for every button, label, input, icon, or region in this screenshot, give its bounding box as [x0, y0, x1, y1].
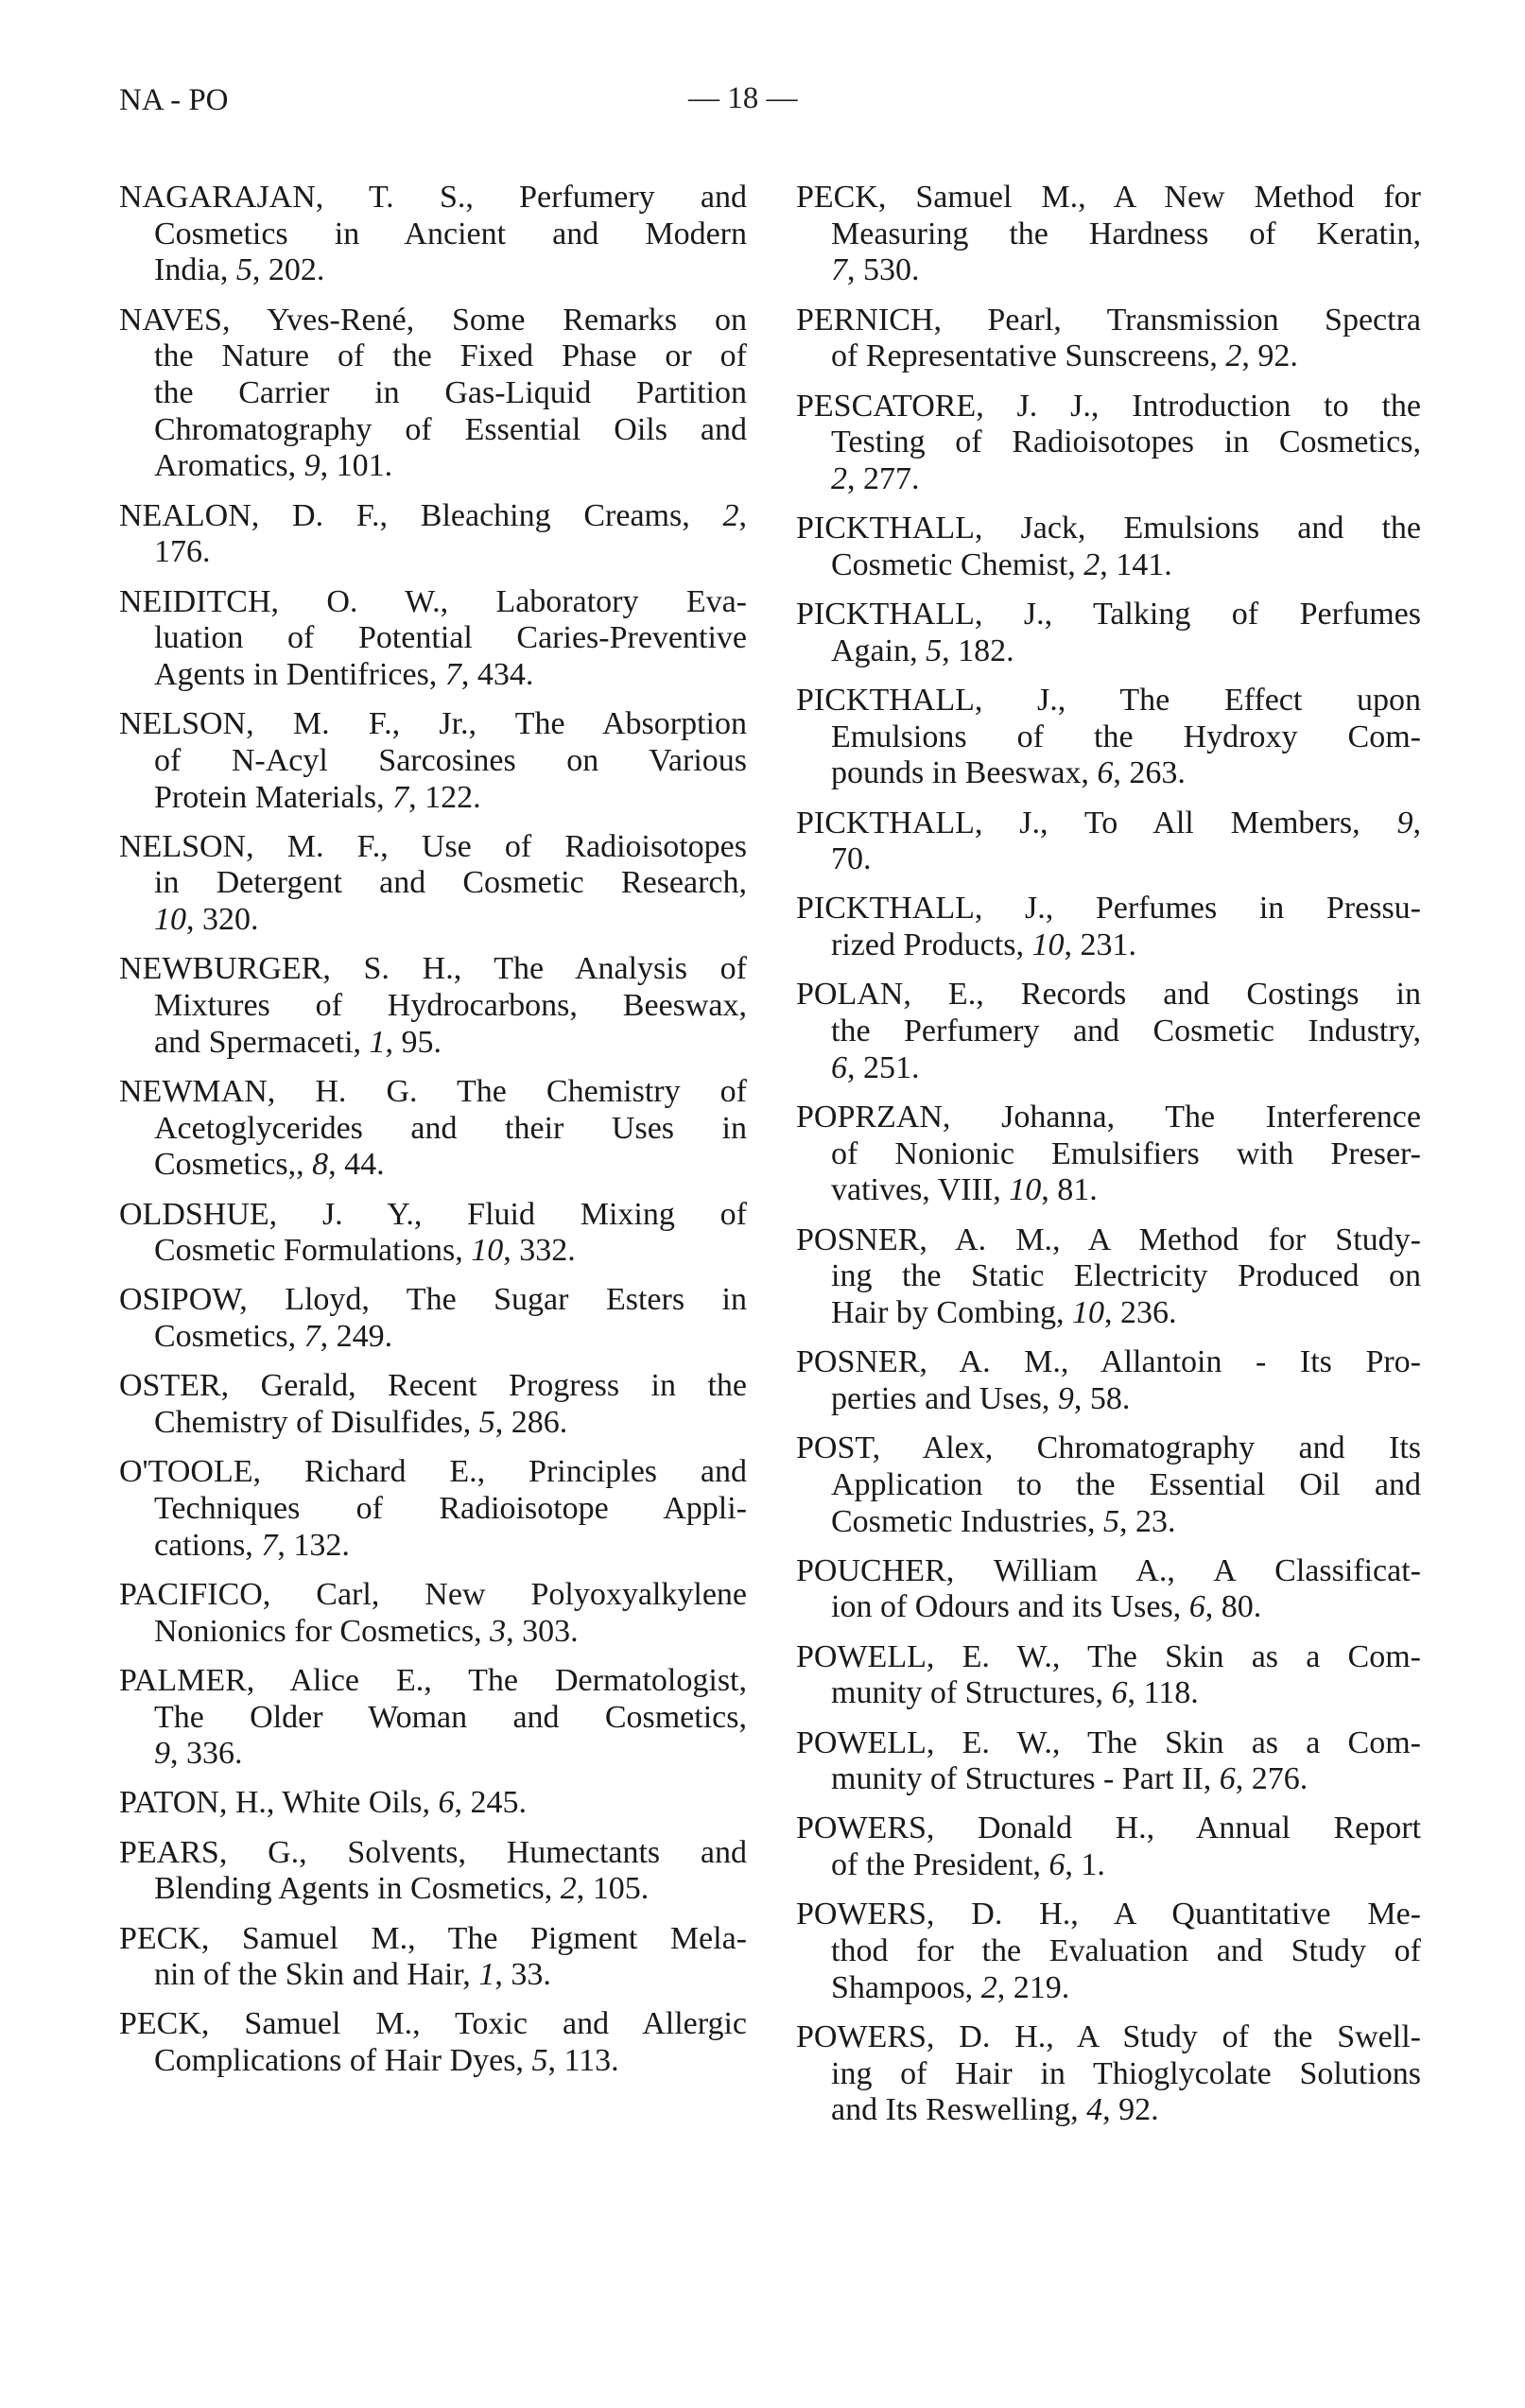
index-entry [796, 1344, 1421, 1417]
entry-line: POWELL, E. W., The Skin as a Com- [796, 1724, 1421, 1760]
index-entry [119, 584, 747, 694]
index-entry [119, 1835, 747, 1908]
page-reference: , 286. [494, 1405, 568, 1441]
entry-line: PICKTHALL, J., Perfumes in Pressu- [796, 891, 1421, 927]
entry-line: PICKTHALL, Jack, Emulsions and the [796, 511, 1421, 546]
entry-text: of Representative Sunscreens, [831, 338, 1226, 374]
entry-line: POWERS, D. H., A Quantitative Me- [796, 1897, 1421, 1932]
entry-line [119, 1528, 747, 1565]
entry-line [119, 2043, 747, 2080]
volume-number: 5 [478, 1405, 495, 1441]
entry-line: of N-Acyl Sarcosines on Various [154, 742, 747, 778]
entry-line [796, 1504, 1421, 1541]
volume-number: 7 [261, 1527, 278, 1563]
volume-number: 7 [303, 1319, 321, 1355]
entry-line: 176. [154, 534, 211, 570]
entry-line: luation of Potential Caries-Preventive [154, 620, 747, 656]
entry-line: Chromatography of Essential Oils and [154, 411, 747, 447]
entry-line: POPRZAN, Johanna, The Interference [796, 1099, 1421, 1135]
volume-number: 1 [478, 1957, 495, 1993]
entry-line: PECK, Samuel M., A New Method for [796, 180, 1421, 215]
entry-line: POSNER, A. M., Allantoin - Its Pro- [796, 1344, 1421, 1380]
entry-line: NEWBURGER, S. H., The Analysis of [119, 951, 747, 987]
entry-text: Again, [831, 632, 927, 668]
entry-line: Cosmetics in Ancient and Modern [154, 216, 747, 251]
page-reference: , 101. [320, 448, 393, 484]
page-reference: , 113. [547, 2043, 619, 2079]
page-reference: , 251. [847, 1049, 920, 1085]
entry-line [796, 1970, 1421, 2007]
page-reference: , 434. [460, 656, 534, 692]
entry-line [119, 1405, 747, 1442]
page-reference: , 263. [1113, 755, 1186, 791]
entry-line [119, 252, 747, 289]
entry-text: munity of Structures - Part II, [831, 1761, 1220, 1797]
volume-number: 9 [1057, 1380, 1074, 1416]
entry-line: PICKTHALL, J., The Effect upon [796, 682, 1421, 718]
entry-line: Testing of Radioisotopes in Cosmetics, [831, 424, 1421, 460]
entry-text: Nonionics for Cosmetics, [154, 1613, 491, 1649]
entry-text: Cosmetic Industries, [831, 1503, 1104, 1539]
entry-text: Shampoos, [831, 1969, 981, 2005]
entry-line: OSIPOW, Lloyd, The Sugar Esters in [119, 1282, 747, 1318]
page-reference: , 44. [328, 1147, 385, 1183]
entry-text: rized Products, [831, 927, 1032, 963]
entry-line: PEARS, G., Solvents, Humectants and [119, 1834, 747, 1870]
entry-text: Cosmetic Chemist, [831, 546, 1084, 582]
entry-line [796, 338, 1421, 375]
entry-line [796, 1295, 1421, 1332]
entry-line: NAVES, Yves-René, Some Remarks on [119, 302, 747, 338]
entry-line [796, 927, 1421, 964]
entry-line: NEWMAN, H. G. The Chemistry of [119, 1073, 747, 1109]
index-entry [119, 1282, 747, 1355]
entry-text: Cosmetics, [154, 1319, 304, 1355]
entry-line: PACIFICO, Carl, New Polyoxyalkylene [119, 1576, 747, 1612]
entry-line [119, 1957, 747, 1994]
page-reference: , 332. [503, 1233, 576, 1269]
index-entry [119, 1368, 747, 1441]
index-entry [119, 1921, 747, 1994]
page-reference: , 80. [1204, 1589, 1262, 1625]
index-entry [796, 1897, 1421, 2006]
entry-line: the Perfumery and Cosmetic Industry, [831, 1013, 1421, 1049]
index-entry [119, 1663, 747, 1773]
page-number: — 18 — [688, 81, 798, 115]
index-entry [796, 511, 1421, 583]
volume-number: 8 [312, 1147, 329, 1183]
entry-line: PICKTHALL, J., Talking of Perfumes [796, 597, 1421, 632]
volume-number: 9 [303, 448, 321, 484]
page-reference: , 105. [576, 1871, 650, 1907]
entry-line [796, 1381, 1421, 1418]
entry-line: POWELL, E. W., The Skin as a Com- [796, 1638, 1421, 1674]
entry-line [119, 498, 747, 535]
page-reference: , 118. [1127, 1675, 1199, 1711]
index-entry [796, 1222, 1421, 1332]
entry-text: Hair by Combing, [831, 1294, 1072, 1330]
entry-text: Agents in Dentifrices, [154, 656, 445, 692]
entry-line [119, 1871, 747, 1908]
page-reference: , 95. [385, 1024, 442, 1060]
page-reference: , 58. [1073, 1380, 1131, 1416]
entry-line: O'TOOLE, Richard E., Principles and [119, 1454, 747, 1490]
entry-line: ing the Static Electricity Produced on [831, 1258, 1421, 1294]
entry-line: the Carrier in Gas-Liquid Partition [154, 375, 747, 411]
entry-line [796, 1847, 1421, 1884]
entry-text: Cosmetic Formulations, [154, 1233, 472, 1269]
entry-line: PESCATORE, J. J., Introduction to the [796, 388, 1421, 424]
volume-number: 6 [1048, 1847, 1066, 1883]
index-entry [119, 829, 747, 939]
volume-number: 10 [1031, 927, 1065, 963]
entry-text: Cosmetics,, [154, 1147, 313, 1183]
volume-number: 3 [490, 1613, 507, 1649]
entry-text: Blending Agents in Cosmetics, [154, 1871, 561, 1907]
index-entry [119, 1785, 747, 1822]
entry-line: 70. [831, 841, 872, 877]
index-entry [796, 1100, 1421, 1209]
entry-text: cations, [154, 1527, 262, 1563]
entry-line: POWERS, Donald H., Annual Report [796, 1810, 1421, 1846]
index-entry [119, 1074, 747, 1184]
entry-line: thod for the Evaluation and Study of [831, 1933, 1421, 1969]
page-reference: , 141. [1100, 546, 1172, 582]
volume-number: 2 [831, 460, 847, 496]
volume-number: 1 [369, 1024, 386, 1060]
entry-line: NAGARAJAN, T. S., Perfumery and [119, 180, 747, 215]
entry-line [796, 461, 1421, 498]
entry-line: NELSON, M. F., Jr., The Absorption [119, 706, 747, 742]
entry-line [796, 547, 1421, 584]
index-entry [796, 597, 1421, 669]
page-reference: , 336. [170, 1736, 243, 1772]
volume-number: 5 [235, 252, 252, 288]
entry-line [119, 1785, 747, 1822]
volume-number: 2 [722, 497, 739, 533]
entry-line: The Older Woman and Cosmetics, [154, 1699, 747, 1735]
volume-number: 10 [471, 1233, 504, 1269]
volume-number: 6 [1097, 755, 1114, 791]
entry-line [119, 1025, 747, 1062]
entry-line: PECK, Samuel M., The Pigment Mela- [119, 1920, 747, 1956]
volume-number: 2 [560, 1871, 577, 1907]
entry-text: Chemistry of Disulfides, [154, 1405, 479, 1441]
entry-line [119, 1736, 747, 1773]
page-reference: , 33. [494, 1957, 551, 1993]
volume-number: 10 [154, 902, 186, 938]
index-entry [796, 303, 1421, 375]
entry-line: Measuring the Hardness of Keratin, [831, 216, 1421, 251]
entry-line: OLDSHUE, J. Y., Fluid Mixing of [119, 1196, 747, 1232]
index-entry [119, 2006, 747, 2079]
page-reference: , 202. [251, 252, 325, 288]
entry-line [796, 1172, 1421, 1209]
entry-text: Complications of Hair Dyes, [154, 2043, 532, 2079]
volume-number: 7 [392, 779, 409, 815]
index-entry [796, 1430, 1421, 1540]
page-reference: , 231. [1064, 927, 1136, 963]
entry-text: NEALON, D. F., Bleaching Creams, [119, 497, 723, 533]
entry-text: munity of Structures, [831, 1675, 1112, 1711]
entry-line [119, 448, 747, 485]
page-reference: , 132. [277, 1527, 350, 1563]
entry-line [796, 755, 1421, 792]
volume-number: 5 [926, 632, 943, 668]
index-entry [119, 1197, 747, 1270]
volume-number: 10 [1009, 1172, 1042, 1208]
section-range-header: NA - PO [119, 83, 229, 117]
entry-text: nin of the Skin and Hair, [154, 1957, 479, 1993]
entry-line [796, 1589, 1421, 1626]
volume-number: 2 [1083, 546, 1100, 582]
entry-text: and Spermaceti, [154, 1024, 370, 1060]
entry-text: of the President, [831, 1847, 1049, 1883]
index-entry [796, 683, 1421, 792]
volume-number: 4 [1086, 2092, 1103, 2128]
entry-line: Mixtures of Hydrocarbons, Beeswax, [154, 988, 747, 1024]
index-entry [796, 1810, 1421, 1883]
page-reference: , 276. [1235, 1761, 1308, 1797]
page-reference: , 236. [1103, 1294, 1177, 1330]
volume-number: 6 [438, 1785, 455, 1821]
entry-line [796, 1675, 1421, 1712]
entry-line [119, 1233, 747, 1270]
entry-text: perties and Uses, [831, 1380, 1058, 1416]
entry-line [796, 806, 1421, 842]
entry-line: POWERS, D. H., A Study of the Swell- [796, 2018, 1421, 2054]
page-reference: , 1. [1065, 1847, 1105, 1883]
page-reference: , 219. [996, 1969, 1070, 2005]
page-reference: , [738, 497, 747, 533]
volume-number: 2 [980, 1969, 997, 2005]
volume-number: 5 [1103, 1503, 1120, 1539]
entry-line: in Detergent and Cosmetic Research, [154, 865, 747, 901]
entry-line: Application to the Essential Oil and [831, 1466, 1421, 1502]
page-reference: , 81. [1041, 1172, 1098, 1208]
volume-number: 9 [1396, 805, 1413, 840]
page-reference: , 182. [942, 632, 1014, 668]
entry-text: Aromatics, [154, 448, 304, 484]
page-reference: , 249. [320, 1319, 393, 1355]
page-reference: , 245. [454, 1785, 528, 1821]
volume-number: 9 [154, 1736, 170, 1772]
entry-line [119, 1614, 747, 1651]
entry-line: Techniques of Radioisotope Appli- [154, 1491, 747, 1526]
volume-number: 5 [531, 2043, 548, 2079]
index-entry [119, 1577, 747, 1650]
entry-line: OSTER, Gerald, Recent Progress in the [119, 1368, 747, 1404]
entry-text: India, [154, 252, 236, 288]
entry-line: Emulsions of the Hydroxy Com- [831, 719, 1421, 754]
page-reference: , 320. [186, 902, 259, 938]
entry-line: POLAN, E., Records and Costings in [796, 977, 1421, 1013]
entry-line [796, 2092, 1421, 2129]
entry-text: and Its Reswelling, [831, 2092, 1087, 2128]
entry-line: NELSON, M. F., Use of Radioisotopes [119, 828, 747, 864]
entry-text: PATON, H., White Oils, [119, 1785, 439, 1821]
entry-line: Acetoglycerides and their Uses in [154, 1110, 747, 1146]
entry-line [796, 633, 1421, 670]
entry-line: of Nonionic Emulsifiers with Preser- [831, 1135, 1421, 1171]
index-entry [796, 1553, 1421, 1626]
entry-line [119, 902, 747, 939]
entry-line: POSNER, A. M., A Method for Study- [796, 1221, 1421, 1257]
index-entry [119, 706, 747, 816]
page-reference: , 122. [408, 779, 481, 815]
volume-number: 2 [1225, 338, 1242, 374]
entry-line [119, 780, 747, 817]
entry-text: PICKTHALL, J., To All Members, [796, 805, 1397, 840]
entry-text: ion of Odours and its Uses, [831, 1589, 1189, 1625]
page-reference: , 92. [1241, 338, 1298, 374]
entry-text: Protein Materials, [154, 779, 393, 815]
volume-number: 7 [831, 252, 847, 288]
entry-line [119, 1147, 747, 1184]
index-entry [119, 303, 747, 486]
volume-number: 6 [1188, 1589, 1205, 1625]
entry-line: PECK, Samuel M., Toxic and Allergic [119, 2006, 747, 2042]
volume-number: 7 [444, 656, 461, 692]
index-entry [119, 180, 747, 289]
entry-line: PERNICH, Pearl, Transmission Spectra [796, 302, 1421, 338]
index-column-left [119, 180, 747, 2092]
entry-line: PALMER, Alice E., The Dermatologist, [119, 1662, 747, 1698]
page-reference: , 530. [847, 252, 920, 288]
entry-text: vatives, VIII, [831, 1172, 1010, 1208]
index-entry [796, 977, 1421, 1086]
page-reference: , [1412, 805, 1421, 840]
entry-line: the Nature of the Fixed Phase or of [154, 338, 747, 374]
entry-line [119, 1319, 747, 1356]
index-entry [119, 498, 747, 571]
page-reference: , 303. [506, 1613, 579, 1649]
index-entry [796, 891, 1421, 963]
entry-line [796, 1761, 1421, 1798]
entry-line: POST, Alex, Chromatography and Its [796, 1430, 1421, 1466]
index-entry [119, 951, 747, 1061]
index-entry [796, 1725, 1421, 1798]
index-entry [796, 180, 1421, 289]
entry-line [796, 252, 1421, 289]
page-reference: , 23. [1119, 1503, 1176, 1539]
index-entry [796, 2019, 1421, 2129]
entry-line: ing of Hair in Thioglycolate Solutions [831, 2055, 1421, 2091]
page-reference: , 277. [847, 460, 920, 496]
index-entry [119, 1454, 747, 1564]
index-entry [796, 389, 1421, 498]
entry-line: NEIDITCH, O. W., Laboratory Eva- [119, 583, 747, 619]
volume-number: 6 [831, 1049, 847, 1085]
entry-line: POUCHER, William A., A Classificat- [796, 1552, 1421, 1588]
index-entry [796, 806, 1421, 878]
volume-number: 6 [1219, 1761, 1236, 1797]
index-entry [796, 1639, 1421, 1712]
entry-text: pounds in Beeswax, [831, 755, 1098, 791]
page-reference: , 92. [1102, 2092, 1159, 2128]
entry-line [796, 1050, 1421, 1087]
volume-number: 6 [1111, 1675, 1128, 1711]
entry-line [119, 657, 747, 694]
volume-number: 10 [1071, 1294, 1104, 1330]
index-column-right [796, 180, 1421, 2142]
